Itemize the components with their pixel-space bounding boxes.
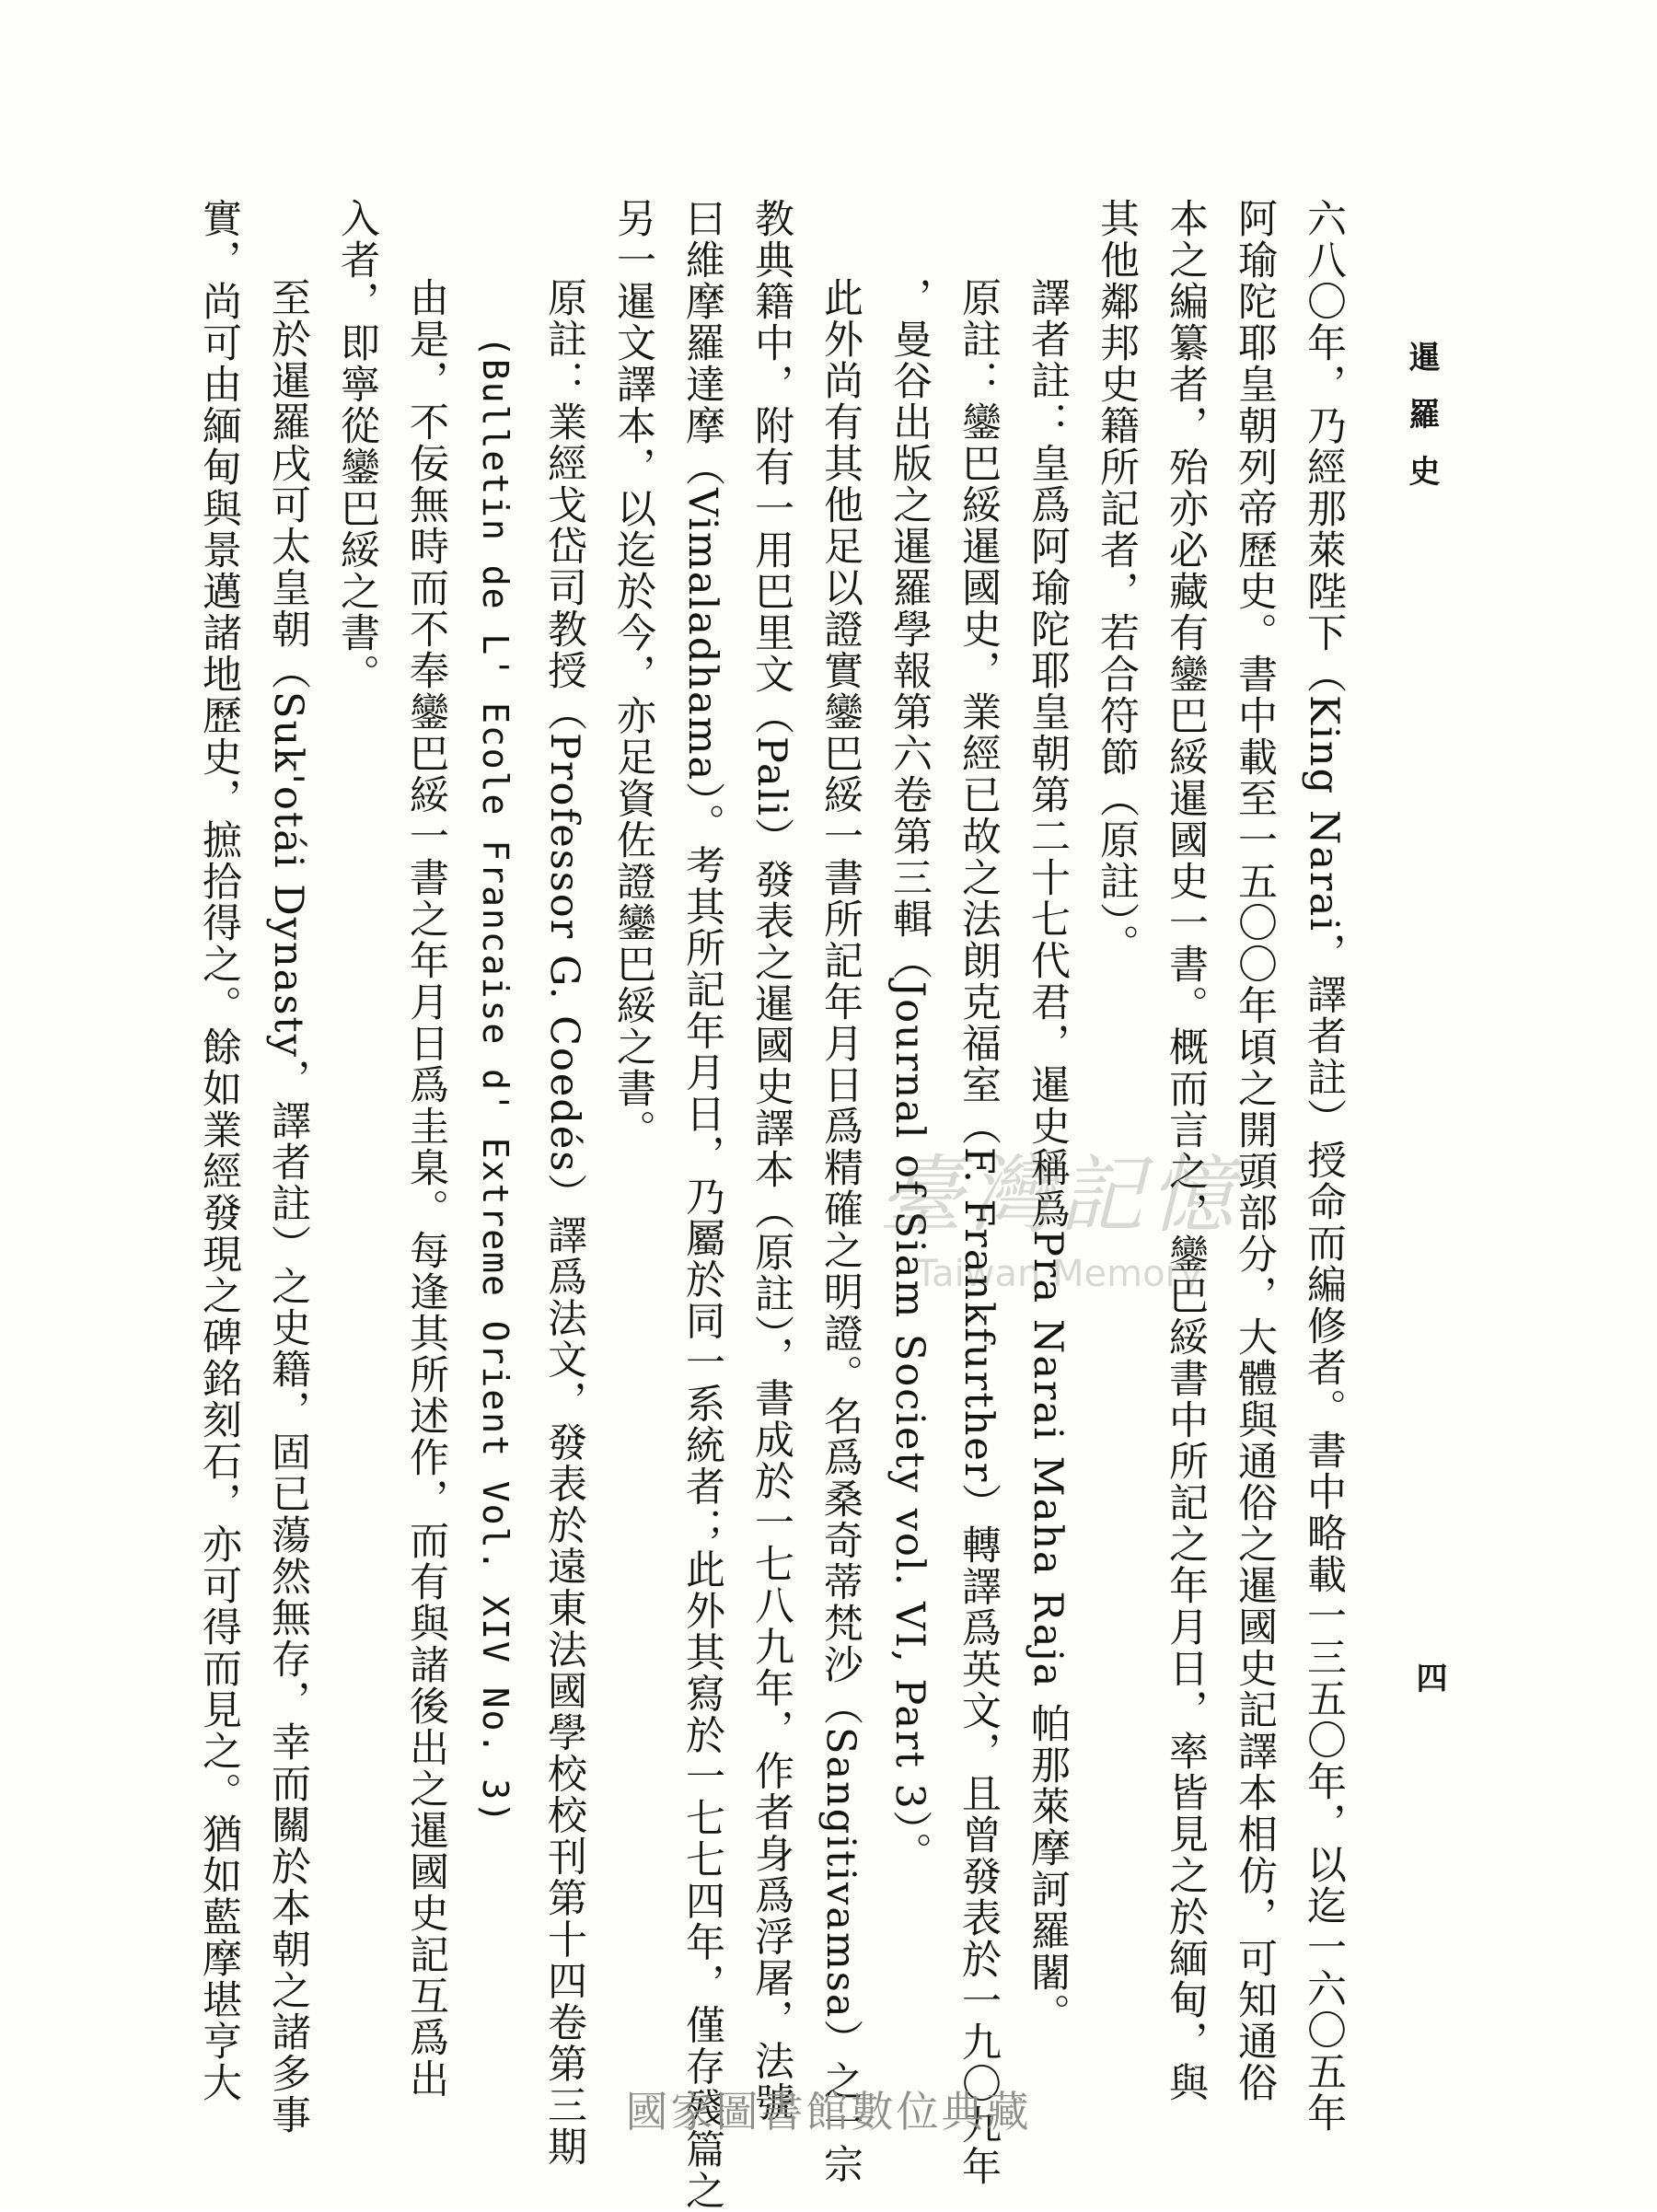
translator-note: 譯者註：皇爲阿瑜陀耶皇朝第二十七代君，暹史稱爲Pra Narai Maha Raja 帕那萊摩訶羅闍。 [1025, 277, 1071, 2034]
text-line: 另一暹文譯本，以迄於今，亦足資佐證鑾巴綏之書。 [610, 198, 656, 1151]
text-line: 教典籍中，附有一用巴里文（Pali）發表之暹國史譯本（原註），書成於一七八九年，作者身爲浮屠，法號 [748, 198, 794, 2124]
text-line: 實，尚可由緬甸與景邁諸地歷史，摭拾得之。餘如業經發現之碑銘刻石，亦可得而見之。猶如藍摩堪亨大 [196, 198, 242, 2103]
text-line: 曰維摩羅達摩（Vimaladhama）。考其所記年月日，乃屬於同一系統者；此外其寫於一七七四年，僅存殘篇之 [679, 198, 725, 2212]
text-line: 六八〇年，乃經那萊陛下（King Narai，譯者註）授命而編修者。書中略載一三五〇年，以迄一六〇五年 [1301, 198, 1347, 2134]
watermark-chinese: 臺灣記憶 [877, 1146, 1239, 1245]
running-header-title: 暹羅史 [1403, 341, 1440, 512]
paragraph-start: 至於暹羅戌可太皇朝（Suk'otái Dynasty，譯者註）之史籍，固已蕩然無存，幸而關於本朝之諸多事 [265, 277, 311, 2136]
text-line: 其他鄰邦史籍所記者，若合符節（原註）。 [1094, 198, 1140, 966]
footer-archive-label: 國家圖書館數位典藏 [625, 2087, 1032, 2137]
bulletin-citation: (Bulletin de L' Ecole Francaise d' Extreme Orient Vol. XIV No. 3) [475, 336, 516, 1825]
text-line: 本之編纂者，殆亦必藏有鑾巴綏暹國史一書。概而言之，鑾巴綏書中所記之年月日，率皆見之於緬甸，與 [1163, 198, 1209, 2103]
watermark-english: Taiwan Memory [915, 1253, 1202, 1295]
text-line: 阿瑜陀耶皇朝列帝歷史。書中載至一五〇〇年頃之開頭部分，大體與通俗之暹國史記譯本相仿，可知通俗 [1232, 198, 1278, 2103]
text-line: 入者，即寧從鑾巴綏之書。 [334, 198, 380, 695]
page-number: 四 [1410, 1662, 1447, 1693]
original-note-continuation: ，曼谷出版之暹羅學報第六卷第三輯（Journal of Siam Society vol. VI, Part 3）。 [886, 277, 933, 1874]
paragraph-start: 由是，不佞無時而不奉鑾巴綏一書之年月日爲圭臬。每逢其所述作，而有與諸後出之暹國史記互爲出 [403, 277, 449, 2100]
original-note: 原註：業經戈岱司教授（Professor G. Coedés）譯爲法文，發表於遠東法國學校校刊第十四卷第三期 [541, 277, 587, 2168]
paragraph-start: 此外尚有其他足以證實鑾巴綏一書所記年月日爲精確之明證。名爲桑奇蒂梵沙（Sangitivamsa）之一宗 [817, 277, 863, 2185]
original-note: 原註：鑾巴綏暹國史，業經已故之法朗克福室（F. Frankfurther）轉譯爲英文，且曾發表於一九〇九年 [956, 277, 1002, 2188]
